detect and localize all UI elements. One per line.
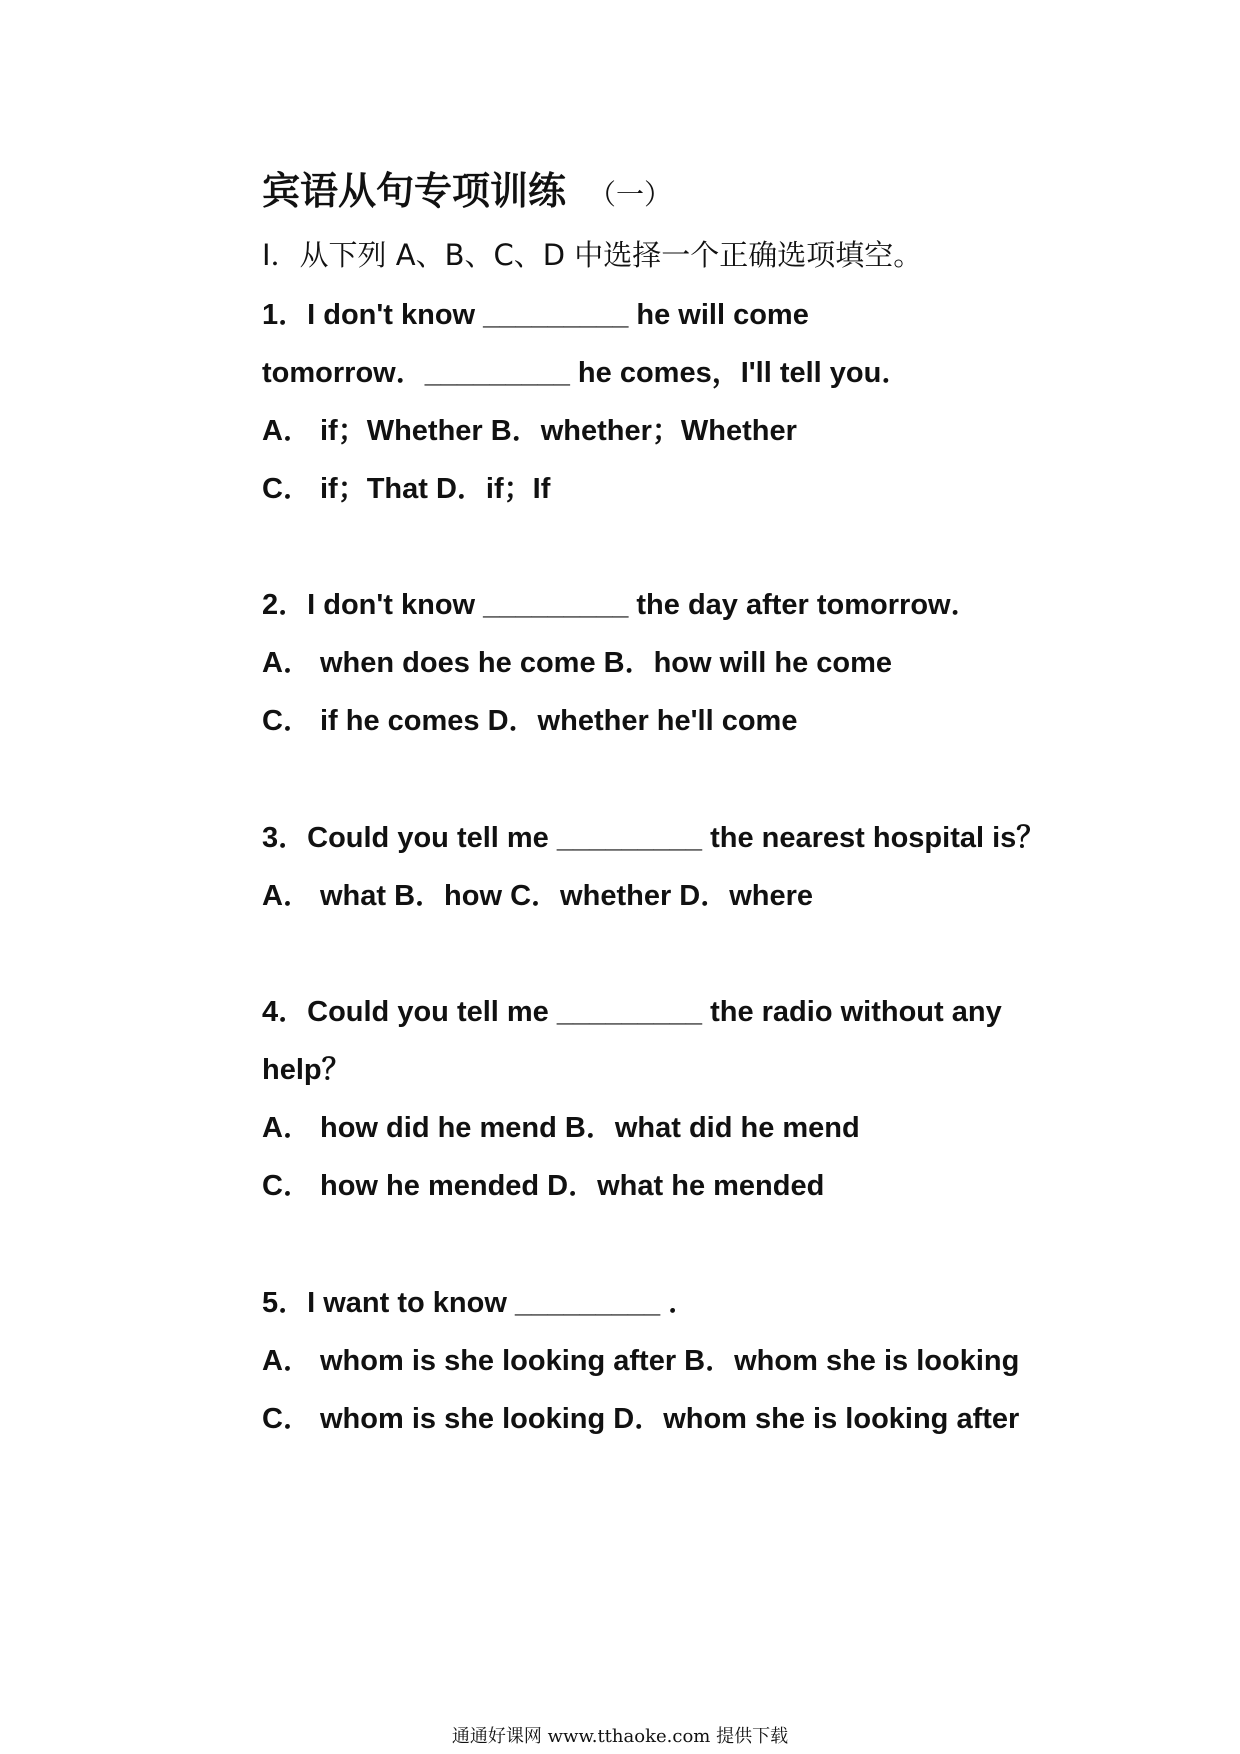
question-3: 3．Could you tell me _________ the nearest hospital is？ (262, 822, 1046, 854)
question-2: 2．I don't know _________ the day after tomorrow． (262, 589, 980, 621)
section-heading: I．从下列 A、B、C、D 中选择一个正确选项填空。 (262, 238, 923, 272)
question-5-options-ab: A． whom is she looking after B．whom she is looking (262, 1345, 1020, 1377)
question-1-line-1: 1．I don't know _________ he will come (262, 299, 809, 331)
question-5-options-cd: C． whom is she looking D．whom she is looking after (262, 1403, 1020, 1435)
question-5: 5．I want to know _________ ． (262, 1287, 698, 1319)
question-2-options-cd: C． if he comes D．whether he'll come (262, 705, 798, 737)
question-4-options-cd: C． how he mended D．what he mended (262, 1170, 825, 1202)
page-title (262, 160, 672, 215)
question-3-options: A． what B．how C．whether D．where (262, 880, 814, 912)
question-1-options-cd: C． if；That D．if；If (262, 473, 551, 505)
question-1-options-ab: A． if；Whether B．whether；Whether (262, 415, 797, 447)
question-2-options-ab: A． when does he come B．how will he come (262, 647, 893, 679)
title-suffix: （一） (588, 178, 673, 211)
page-footer: 通通好课网 www.tthaoke.com 提供下载 (451, 1726, 789, 1747)
question-4-line-1: 4．Could you tell me _________ the radio without any (262, 996, 1002, 1028)
title-text: 宾语从句专项训练 (262, 168, 567, 213)
question-4-options-ab: A． how did he mend B．what did he mend (262, 1112, 860, 1144)
question-1-line-2: tomorrow．_________ he comes，I'll tell you． (262, 357, 911, 389)
question-4-line-2: help？ (262, 1054, 351, 1086)
